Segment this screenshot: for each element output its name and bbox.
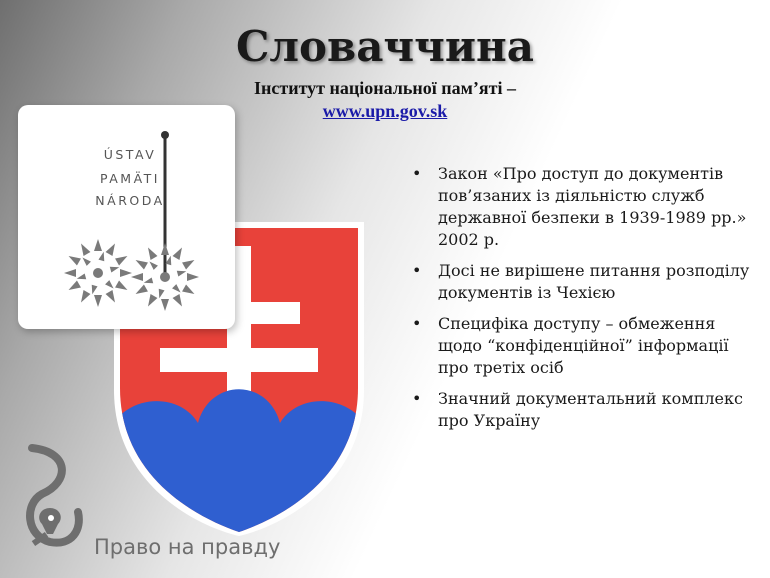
bullet-item: • Досі не вирішене питання розподілу документів із Чехією: [410, 260, 750, 304]
brand-name: Право на правду: [94, 535, 281, 559]
upn-emblem-icon: [18, 105, 235, 329]
upn-logo-card: [18, 105, 235, 329]
website-link[interactable]: www.upn.gov.sk: [322, 101, 448, 121]
slide-title: Словаччина: [235, 22, 535, 71]
slide-subtitle: Інститут національної пам’яті –: [254, 78, 516, 98]
bullet-list: [410, 163, 750, 441]
bullet-item: • Специфіка доступу – обмеження щодо “конфіденційної” інформації про третіх осіб: [410, 313, 750, 379]
bullet-item: • Значний документальний комплекс про Україну: [410, 388, 750, 432]
logo-line-2: PAMÄTI: [100, 171, 160, 186]
pravo-na-pravdu-logo-icon: [20, 438, 90, 558]
logo-line-1: ÚSTAV: [103, 147, 157, 162]
logo-line-3: NÁRODA: [95, 193, 165, 208]
bullet-item: • Закон «Про доступ до документів пов’язаних із діяльністю служб державної безпеки в 1939-1989 рр.» 2002 р.: [410, 163, 750, 251]
